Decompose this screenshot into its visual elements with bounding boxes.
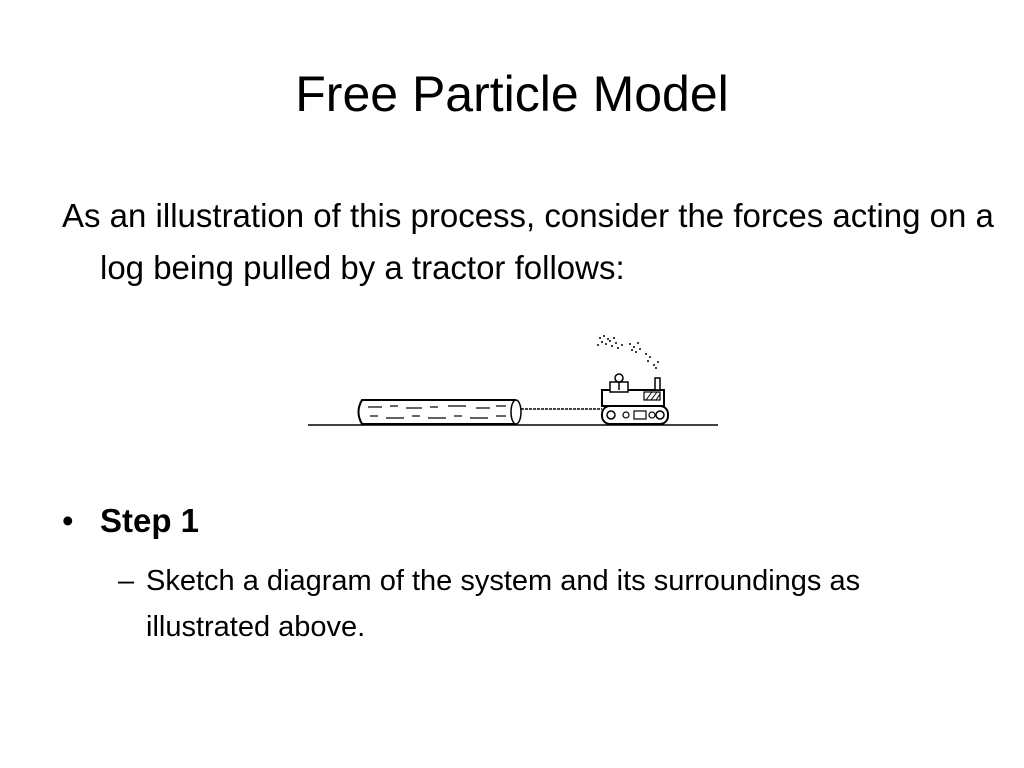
sub-bullet-text: Sketch a diagram of the system and its surroundings as illustrated above.: [146, 565, 861, 643]
sub-bullet: [118, 558, 878, 650]
tractor-icon: [602, 374, 668, 424]
bullet-marker: •: [62, 502, 74, 539]
intro-paragraph: As an illustration of this process, consider the forces acting on a log being pulled by a tractor follows:: [62, 197, 994, 286]
bullet-label: Step 1: [100, 502, 200, 539]
log-tractor-illustration: [300, 328, 725, 433]
bullet-step-1: [62, 498, 199, 544]
smoke-icon: [597, 335, 659, 369]
sub-bullet-marker: –: [118, 565, 135, 597]
slide-title: Free Particle Model: [295, 66, 729, 122]
log-icon: [359, 400, 522, 424]
